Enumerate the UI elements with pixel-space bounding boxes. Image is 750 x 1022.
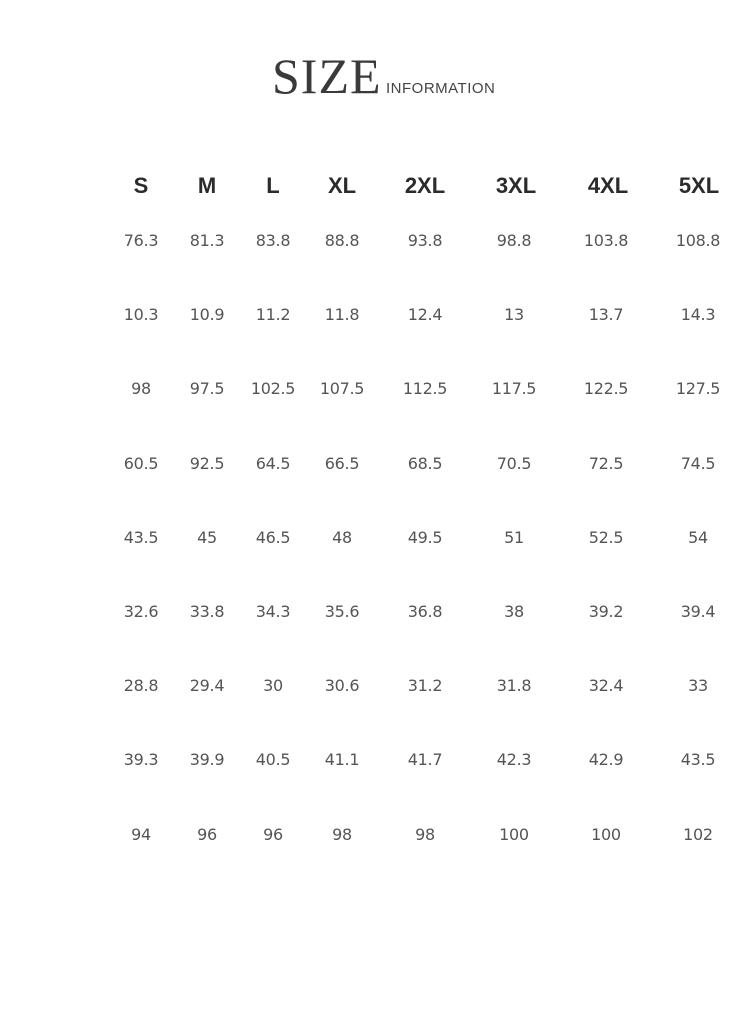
table-cell: 98.8 bbox=[496, 231, 532, 250]
table-cell: 28.8 bbox=[123, 676, 159, 695]
size-label-4xl: 4XL bbox=[587, 173, 629, 198]
table-cell: 46.5 bbox=[255, 528, 291, 547]
table-cell: 93.8 bbox=[407, 231, 443, 250]
table-cell: 88.8 bbox=[324, 231, 360, 250]
size-label-xl: XL bbox=[327, 173, 357, 198]
table-cell: 33 bbox=[688, 676, 708, 695]
table-cell: 98 bbox=[415, 825, 435, 844]
table-cell: 39.3 bbox=[123, 750, 159, 769]
page-title: SIZE bbox=[272, 48, 382, 104]
table-cell: 39.4 bbox=[680, 602, 716, 621]
table-cell: 30.6 bbox=[324, 676, 360, 695]
table-cell: 117.5 bbox=[491, 379, 537, 398]
table-row bbox=[0, 597, 750, 627]
table-cell: 10.3 bbox=[123, 305, 159, 324]
table-cell: 96 bbox=[197, 825, 217, 844]
table-cell: 29.4 bbox=[189, 676, 225, 695]
table-row bbox=[0, 449, 750, 479]
table-row bbox=[0, 226, 750, 256]
table-cell: 92.5 bbox=[189, 454, 225, 473]
size-label-l: L bbox=[266, 173, 280, 198]
table-cell: 13.7 bbox=[588, 305, 624, 324]
table-cell: 39.9 bbox=[189, 750, 225, 769]
table-cell: 76.3 bbox=[123, 231, 159, 250]
table-cell: 33.8 bbox=[189, 602, 225, 621]
table-cell: 35.6 bbox=[324, 602, 360, 621]
table-cell: 94 bbox=[131, 825, 151, 844]
table-cell: 41.7 bbox=[407, 750, 443, 769]
table-cell: 107.5 bbox=[319, 379, 365, 398]
table-cell: 41.1 bbox=[324, 750, 360, 769]
table-cell: 31.2 bbox=[407, 676, 443, 695]
table-cell: 43.5 bbox=[123, 528, 159, 547]
table-cell: 39.2 bbox=[588, 602, 624, 621]
table-cell: 38 bbox=[504, 602, 524, 621]
table-cell: 12.4 bbox=[407, 305, 443, 324]
size-label-2xl: 2XL bbox=[404, 173, 446, 198]
table-cell: 112.5 bbox=[402, 379, 448, 398]
table-cell: 49.5 bbox=[407, 528, 443, 547]
table-cell: 81.3 bbox=[189, 231, 225, 250]
table-cell: 42.9 bbox=[588, 750, 624, 769]
table-cell: 30 bbox=[263, 676, 283, 695]
table-cell: 98 bbox=[131, 379, 151, 398]
table-cell: 97.5 bbox=[189, 379, 225, 398]
table-cell: 122.5 bbox=[583, 379, 629, 398]
table-cell: 98 bbox=[332, 825, 352, 844]
table-cell: 68.5 bbox=[407, 454, 443, 473]
table-cell: 103.8 bbox=[583, 231, 629, 250]
table-row bbox=[0, 523, 750, 553]
table-cell: 51 bbox=[504, 528, 524, 547]
table-cell: 14.3 bbox=[680, 305, 716, 324]
table-cell: 54 bbox=[688, 528, 708, 547]
table-cell: 127.5 bbox=[675, 379, 721, 398]
table-cell: 66.5 bbox=[324, 454, 360, 473]
table-cell: 74.5 bbox=[680, 454, 716, 473]
table-cell: 70.5 bbox=[496, 454, 532, 473]
table-cell: 100 bbox=[591, 825, 621, 844]
table-cell: 45 bbox=[197, 528, 217, 547]
size-label-s: S bbox=[133, 173, 149, 198]
table-cell: 43.5 bbox=[680, 750, 716, 769]
size-label-3xl: 3XL bbox=[495, 173, 537, 198]
table-cell: 108.8 bbox=[675, 231, 721, 250]
table-row bbox=[0, 745, 750, 775]
page-subtitle: INFORMATION bbox=[386, 80, 496, 97]
table-cell: 102.5 bbox=[250, 379, 296, 398]
table-cell: 83.8 bbox=[255, 231, 291, 250]
table-cell: 64.5 bbox=[255, 454, 291, 473]
table-cell: 52.5 bbox=[588, 528, 624, 547]
table-cell: 31.8 bbox=[496, 676, 532, 695]
table-row bbox=[0, 820, 750, 850]
table-row bbox=[0, 671, 750, 701]
table-cell: 72.5 bbox=[588, 454, 624, 473]
table-cell: 34.3 bbox=[255, 602, 291, 621]
table-cell: 11.8 bbox=[324, 305, 360, 324]
table-cell: 13 bbox=[504, 305, 524, 324]
table-cell: 40.5 bbox=[255, 750, 291, 769]
table-cell: 100 bbox=[499, 825, 529, 844]
table-cell: 32.6 bbox=[123, 602, 159, 621]
table-row bbox=[0, 374, 750, 404]
table-cell: 48 bbox=[332, 528, 352, 547]
table-cell: 11.2 bbox=[255, 305, 291, 324]
table-cell: 10.9 bbox=[189, 305, 225, 324]
table-cell: 60.5 bbox=[123, 454, 159, 473]
table-cell: 36.8 bbox=[407, 602, 443, 621]
size-label-m: M bbox=[197, 173, 217, 198]
table-cell: 32.4 bbox=[588, 676, 624, 695]
table-cell: 42.3 bbox=[496, 750, 532, 769]
table-row bbox=[0, 300, 750, 330]
table-cell: 102 bbox=[683, 825, 713, 844]
table-cell: 96 bbox=[263, 825, 283, 844]
size-label-5xl: 5XL bbox=[678, 173, 720, 198]
